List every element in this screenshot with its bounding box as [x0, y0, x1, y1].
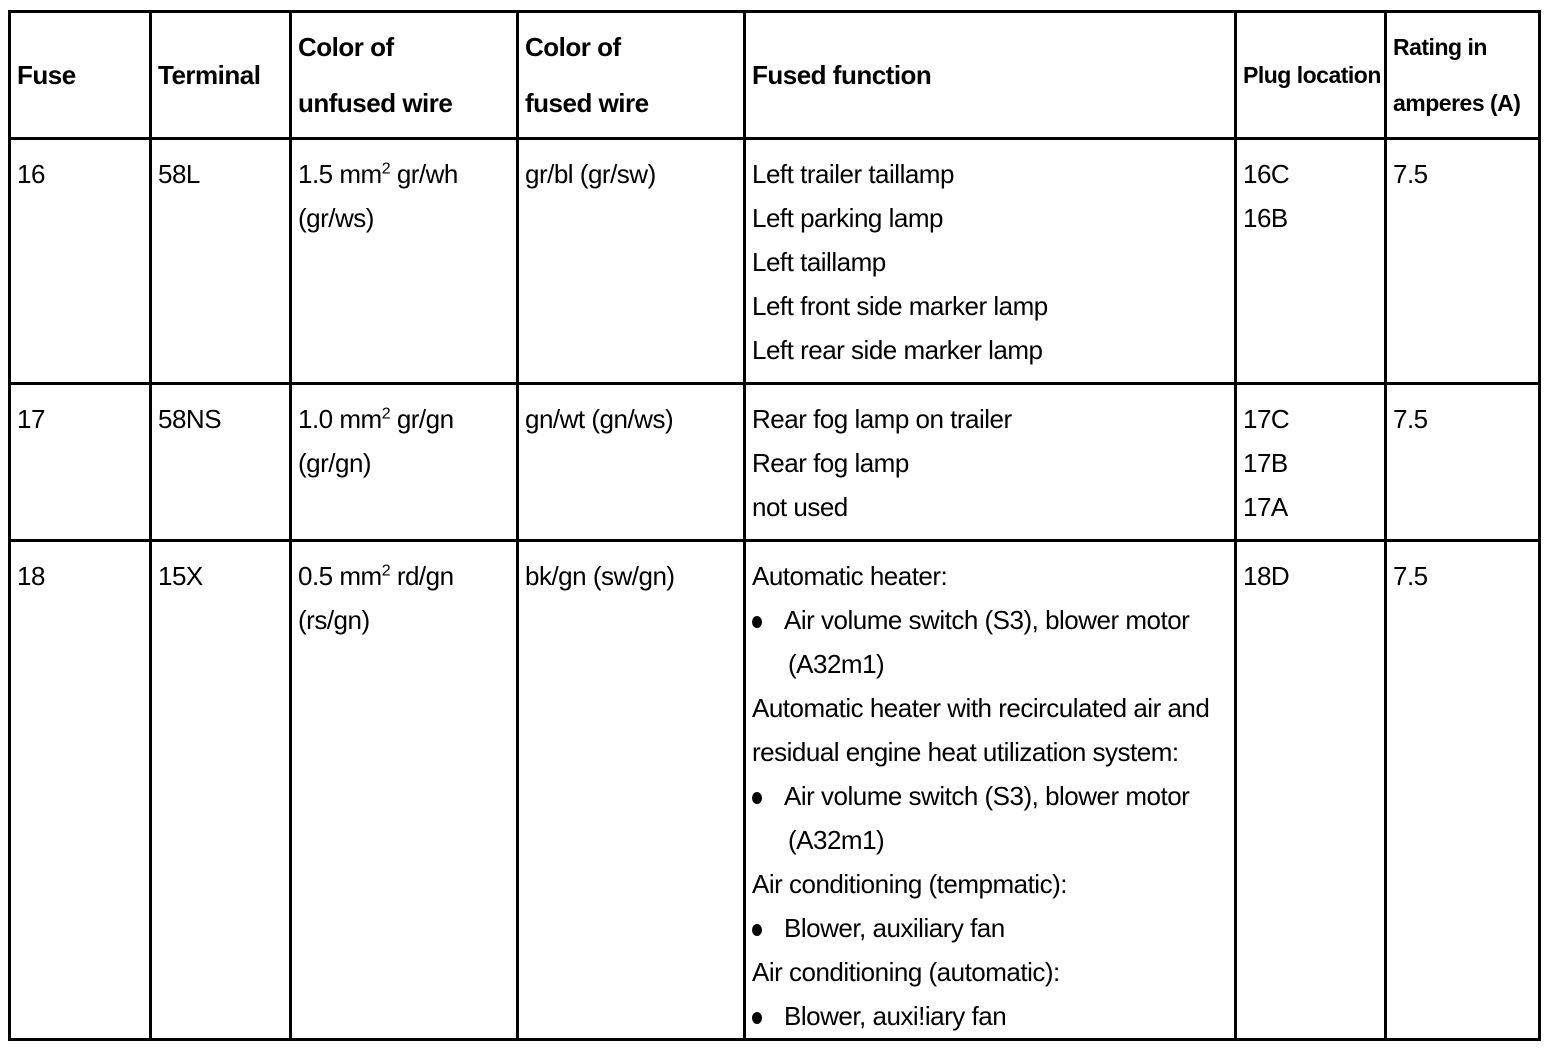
- function-heading: Air conditioning (automatic):: [752, 957, 1060, 987]
- header-fuse: Fuse: [10, 12, 151, 139]
- rating-cell: 7.5: [1386, 541, 1540, 1040]
- function-item: Rear fog lamp: [752, 448, 909, 478]
- fused-function-cell: [745, 384, 1236, 541]
- plug-location-cell: 18D: [1236, 541, 1386, 1040]
- table-row: [10, 541, 1540, 1040]
- header-fused-wire-color: Color of fused wire: [518, 12, 745, 139]
- header-terminal: Terminal: [151, 12, 291, 139]
- function-item: Rear fog lamp on trailer: [752, 404, 1012, 434]
- bullet-icon: [752, 1012, 762, 1024]
- rating-cell: 7.5: [1386, 139, 1540, 384]
- terminal-cell: 15X: [151, 541, 291, 1040]
- fused-wire-cell: gr/bl (gr/sw): [518, 139, 745, 384]
- function-bullet: Air volume switch (S3), blower motor: [752, 598, 1228, 642]
- fuse-table: [8, 10, 1541, 1041]
- function-bullet: Blower, auxiliary fan: [752, 906, 1228, 950]
- header-plug-location: Plug location: [1236, 12, 1386, 139]
- rating-cell: 7.5: [1386, 384, 1540, 541]
- header-row: [10, 12, 1540, 139]
- function-item: Left rear side marker lamp: [752, 335, 1043, 365]
- terminal-cell: 58NS: [151, 384, 291, 541]
- fuse-cell: 16: [10, 139, 151, 384]
- function-item: Left taillamp: [752, 247, 886, 277]
- header-fused-function: Fused function: [745, 12, 1236, 139]
- plug-location-cell: 17C 17B 17A: [1236, 384, 1386, 541]
- bullet-icon: [752, 792, 762, 804]
- bullet-icon: [752, 924, 762, 936]
- bullet-icon: [752, 616, 762, 628]
- fused-function-cell: [745, 139, 1236, 384]
- fused-function-cell: Automatic heater: Air volume switch (S3), blower motor (A32m1) Automatic heater with recirculated air and residual engine heat utilization system: Air volume switch (S3), blower motor (A32m1) Air conditioning (tempmatic): Blower, auxiliary fan Air conditioning (automatic): Blower, auxi!iary fan: [745, 541, 1236, 1040]
- function-item: Left front side marker lamp: [752, 291, 1048, 321]
- table-row: [10, 139, 1540, 384]
- function-bullet: Blower, auxi!iary fan: [752, 994, 1228, 1038]
- header-rating: Rating in amperes (A): [1386, 12, 1540, 139]
- unfused-wire-cell: 0.5 $mm^2$ rd/gn (rs/gn): [291, 541, 518, 1040]
- header-unfused-wire-color: Color of unfused wire: [291, 12, 518, 139]
- function-item: Left parking lamp: [752, 203, 943, 233]
- unfused-wire-cell: 1.0 $mm^2$ gr/gn (gr/gn): [291, 384, 518, 541]
- function-item: not used: [752, 492, 848, 522]
- terminal-cell: 58L: [151, 139, 291, 384]
- function-heading: Air conditioning (tempmatic):: [752, 869, 1067, 899]
- unfused-wire-cell: 1.5 $mm^2$ gr/wh (gr/ws): [291, 139, 518, 384]
- fused-wire-cell: bk/gn (sw/gn): [518, 541, 745, 1040]
- fuse-cell: 18: [10, 541, 151, 1040]
- fuse-cell: 17: [10, 384, 151, 541]
- function-heading: Automatic heater with recirculated air and: [752, 693, 1210, 723]
- function-bullet: Air volume switch (S3), blower motor: [752, 774, 1228, 818]
- table-row: [10, 384, 1540, 541]
- function-heading: Automatic heater:: [752, 561, 948, 591]
- fused-wire-cell: gn/wt (gn/ws): [518, 384, 745, 541]
- function-item: Left trailer taillamp: [752, 159, 954, 189]
- plug-location-cell: 16C 16B: [1236, 139, 1386, 384]
